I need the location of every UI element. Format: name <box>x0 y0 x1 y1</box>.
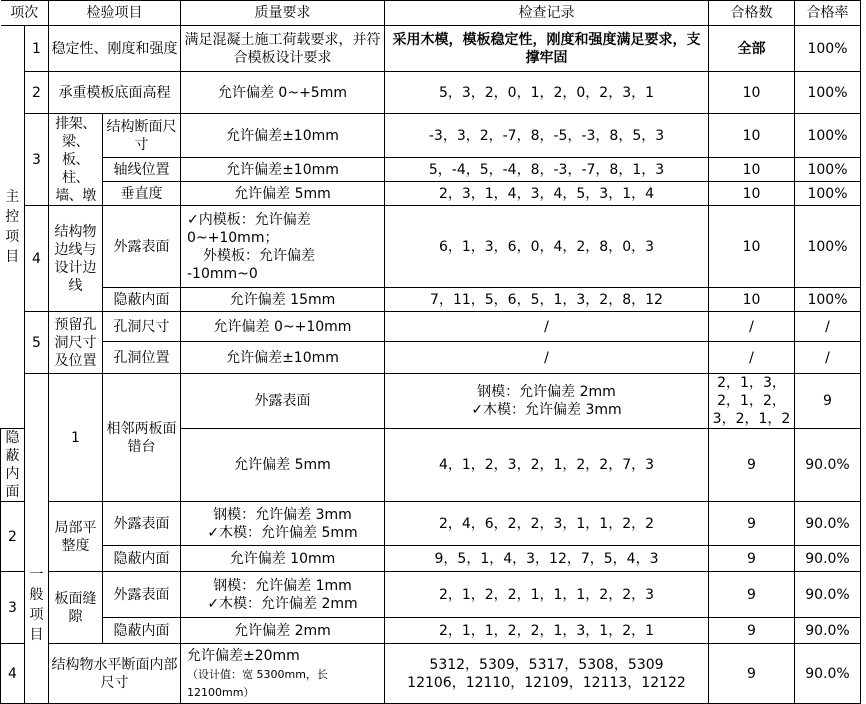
pass-rate: 100% <box>795 288 861 312</box>
pass-count: 9 <box>709 546 795 572</box>
table-row <box>1 374 861 429</box>
header-row <box>1 1 861 26</box>
record: 采用木模，模板稳定性，刚度和强度满足要求，支撑牢固 <box>385 26 709 72</box>
table-row <box>1 288 861 312</box>
row-index: 4 <box>25 206 49 312</box>
row-index: 5 <box>25 312 49 374</box>
pass-rate: 90.0% <box>795 644 861 704</box>
requirement: 允许偏差 0~+5mm <box>181 72 385 114</box>
requirement: 满足混凝土施工荷载要求，并符合模板设计要求 <box>181 26 385 72</box>
group-name: 结构物边线与设计边线 <box>49 206 103 312</box>
table-row <box>1 572 861 618</box>
pass-rate: 100% <box>795 72 861 114</box>
pass-count: / <box>709 312 795 342</box>
item-name: 承重模板底面高程 <box>49 72 181 114</box>
record: -3，3，2，-7，8，-5，-3，8，5，3 <box>385 114 709 158</box>
item-name: 垂直度 <box>103 182 181 206</box>
requirement: 允许偏差 10mm <box>181 546 385 572</box>
pass-rate: 90.0% <box>795 502 861 546</box>
group-name: 局部平整度 <box>49 502 103 572</box>
requirement: 钢模：允许偏差 2mm ✓木模：允许偏差 3mm <box>385 374 709 429</box>
pass-count: 10 <box>709 158 795 182</box>
requirement: 钢模：允许偏差 3mm ✓木模：允许偏差 5mm <box>181 502 385 546</box>
pass-rate: 90.0% <box>795 546 861 572</box>
table-row <box>1 502 861 546</box>
pass-count: 9 <box>795 374 861 429</box>
requirement: 允许偏差 15mm <box>181 288 385 312</box>
table-row <box>1 342 861 374</box>
header-pass-rate: 合格率 <box>795 1 861 26</box>
pass-count: 9 <box>709 502 795 546</box>
item-name: 外露表面 <box>181 374 385 429</box>
row-index: 2 <box>1 502 25 572</box>
table-row <box>1 618 861 644</box>
table-row <box>1 26 861 72</box>
main-group-label: 主 控 项 目 <box>1 26 25 429</box>
pass-count: / <box>709 342 795 374</box>
group-name: 预留孔洞尺寸及位置 <box>49 312 103 374</box>
record: 9，5，1，4，3，12，7，5，4，3 <box>385 546 709 572</box>
record: 7，11，5，6，5，1，3，2，8，12 <box>385 288 709 312</box>
requirement: ✓内模板：允许偏差 0~+10mm； 外模板：允许偏差 -10mm~0 <box>181 206 385 288</box>
pass-count: 9 <box>709 429 795 502</box>
pass-rate: 100% <box>795 182 861 206</box>
pass-rate: 90.0% <box>795 618 861 644</box>
record: 2，1，1，2，2，1，3，1，2，1 <box>385 618 709 644</box>
record: 2，1，3，2，1，2，3，2，1，2 <box>709 374 795 429</box>
pass-rate: 100% <box>795 114 861 158</box>
table-row <box>1 206 861 288</box>
pass-count: 10 <box>709 288 795 312</box>
pass-rate: 100% <box>795 206 861 288</box>
requirement: 允许偏差±10mm <box>181 342 385 374</box>
record: 5，3，2，0，1，2，0，2，3，1 <box>385 72 709 114</box>
item-name: 轴线位置 <box>103 158 181 182</box>
pass-count: 10 <box>709 206 795 288</box>
item-name: 隐蔽内面 <box>103 546 181 572</box>
header-index: 项次 <box>1 1 49 26</box>
table-row <box>1 114 861 158</box>
pass-count: 10 <box>709 114 795 158</box>
table-row <box>1 158 861 182</box>
item-name: 孔洞尺寸 <box>103 312 181 342</box>
row-index: 2 <box>25 72 49 114</box>
table-row <box>1 182 861 206</box>
item-name: 外露表面 <box>103 206 181 288</box>
header-record: 检查记录 <box>385 1 709 26</box>
requirement: 允许偏差±20mm （设计值：宽 5300mm，长 12100mm） <box>181 644 385 704</box>
record: / <box>385 312 709 342</box>
row-index: 4 <box>1 644 25 704</box>
pass-rate: 100% <box>795 26 861 72</box>
requirement: 允许偏差 5mm <box>181 429 385 502</box>
requirement: 允许偏差±10mm <box>181 158 385 182</box>
pass-rate: 90.0% <box>795 429 861 502</box>
requirement: 钢模：允许偏差 1mm ✓木模：允许偏差 2mm <box>181 572 385 618</box>
requirement: 允许偏差 0~+10mm <box>181 312 385 342</box>
item-name: 外露表面 <box>103 502 181 546</box>
group-name: 排架、梁、板、柱、墙、墩 <box>49 114 103 206</box>
pass-count: 10 <box>709 72 795 114</box>
item-name: 隐蔽内面 <box>1 429 25 502</box>
record: 2，1，2，2，1，1，1，2，2，3 <box>385 572 709 618</box>
header-requirement: 质量要求 <box>181 1 385 26</box>
record: 2，4，6，2，2，3，1，1，2，2 <box>385 502 709 546</box>
record: 4，1，2，3，2，1，2，2，7，3 <box>385 429 709 502</box>
row-index: 3 <box>25 114 49 206</box>
group-name: 板面缝隙 <box>49 572 103 644</box>
table-row <box>1 644 861 704</box>
pass-count: 9 <box>709 644 795 704</box>
group-name: 相邻两板面错台 <box>103 374 181 502</box>
item-name: 隐蔽内面 <box>103 618 181 644</box>
header-item: 检验项目 <box>49 1 181 26</box>
record: 5312，5309，5317，5308，5309 12106，12110，12109，12113，12122 <box>385 644 709 704</box>
row-index: 1 <box>25 26 49 72</box>
record: 2，3，1，4，3，4，5，3，1，4 <box>385 182 709 206</box>
pass-count: 9 <box>709 618 795 644</box>
requirement: 允许偏差 2mm <box>181 618 385 644</box>
item-name: 外露表面 <box>103 572 181 618</box>
pass-count: 10 <box>709 182 795 206</box>
pass-count: 全部 <box>709 26 795 72</box>
record: / <box>385 342 709 374</box>
row-index: 1 <box>49 374 103 502</box>
record: 6，1，3，6，0，4，2，8，0，3 <box>385 206 709 288</box>
pass-rate: / <box>795 312 861 342</box>
requirement: 允许偏差 5mm <box>181 182 385 206</box>
item-name: 孔洞位置 <box>103 342 181 374</box>
table-row <box>1 312 861 342</box>
record: 5，-4，5，-4，8，-3，-7，8，1，3 <box>385 158 709 182</box>
item-name: 结构物水平断面内部尺寸 <box>49 644 181 704</box>
pass-rate: 90.0% <box>795 572 861 618</box>
table-row <box>1 546 861 572</box>
pass-count: 9 <box>709 572 795 618</box>
pass-rate: / <box>795 342 861 374</box>
general-group-label: 一 般 项 目 <box>25 374 49 704</box>
pass-rate: 100% <box>795 158 861 182</box>
item-name: 结构断面尺寸 <box>103 114 181 158</box>
item-name: 隐蔽内面 <box>103 288 181 312</box>
item-name: 稳定性、刚度和强度 <box>49 26 181 72</box>
requirement: 允许偏差±10mm <box>181 114 385 158</box>
table-row <box>1 72 861 114</box>
row-index: 3 <box>1 572 25 644</box>
header-pass-count: 合格数 <box>709 1 795 26</box>
